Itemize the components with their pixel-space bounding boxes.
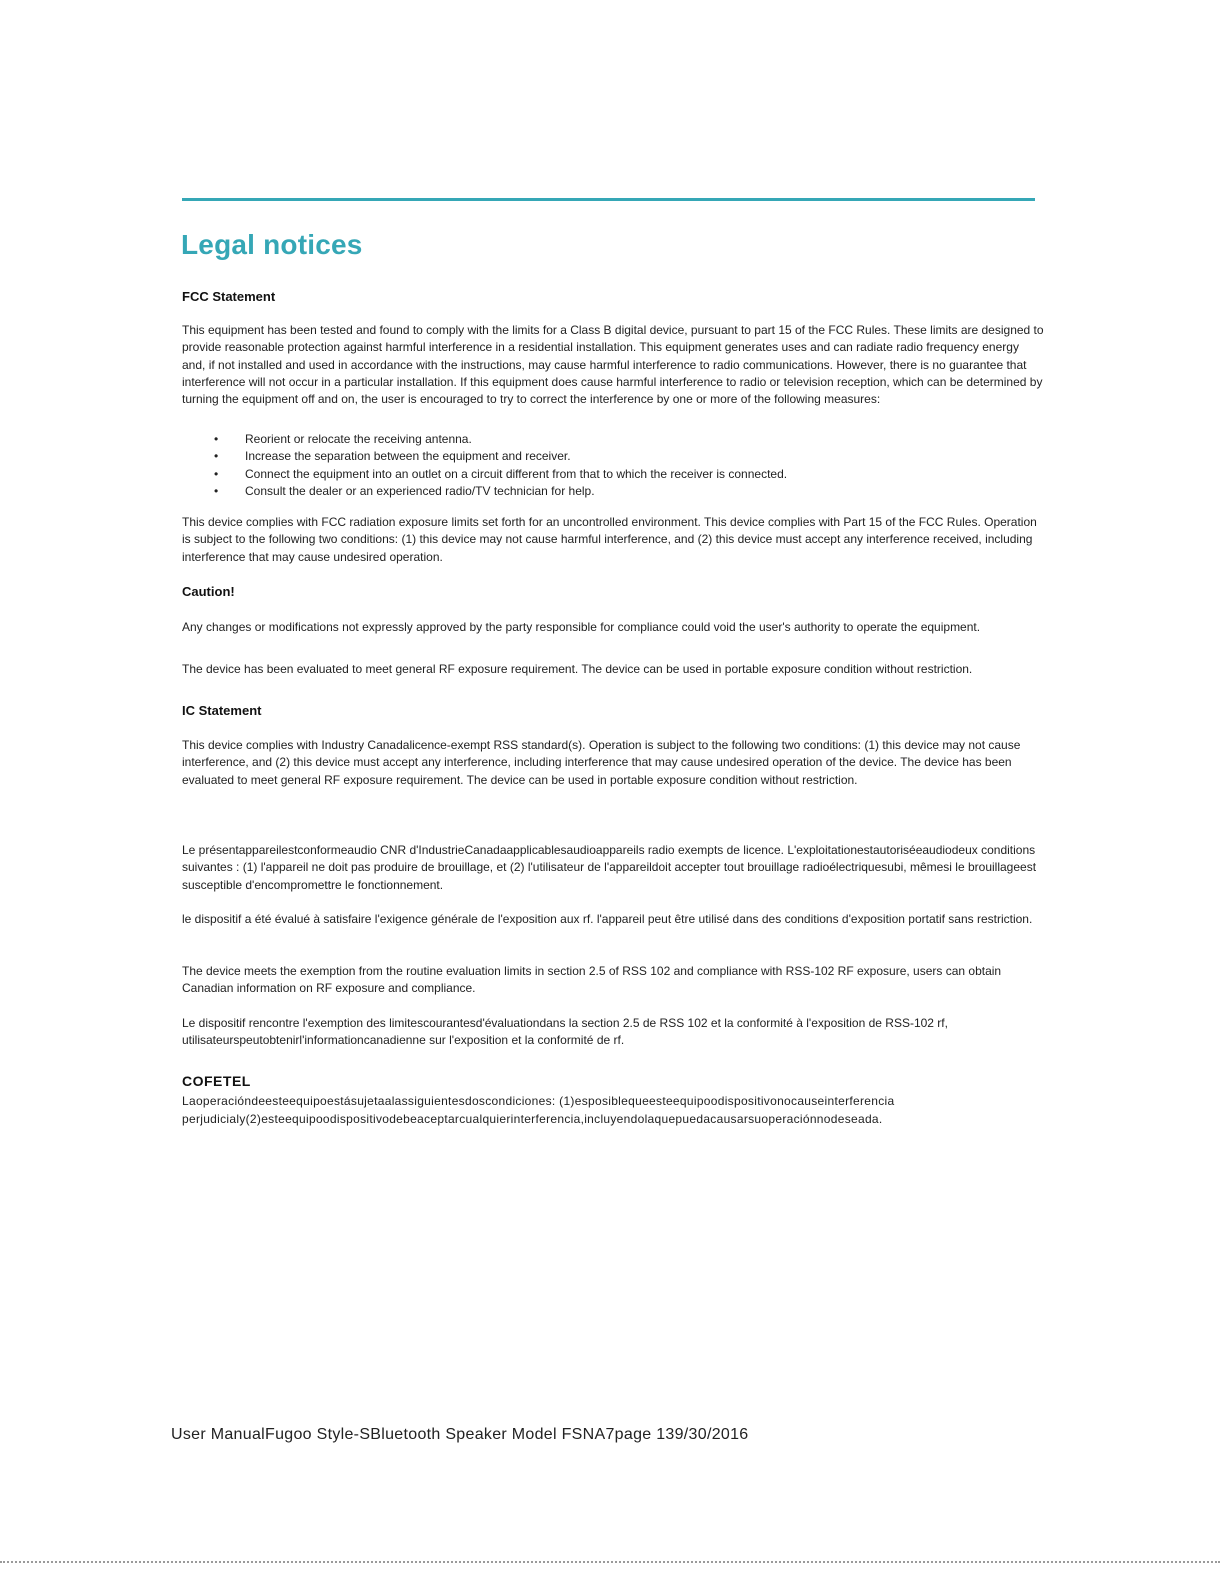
list-item: • Consult the dealer or an experienced radio/TV technician for help. <box>214 483 787 500</box>
fcc-compliance: This device complies with FCC radiation exposure limits set forth for an uncontrolled environment. This device complies with Part 15 of the FCC Rules. Operation is subject to the following two conditions: (1) this device may not cause harmful interference, and (2) this device must accept any interference received, including interference that may cause undesired operation. <box>182 515 1037 564</box>
cofetel-heading: COFETEL <box>182 1073 251 1089</box>
rf-exposure-text: The device has been evaluated to meet general RF exposure requirement. The device can be used in portable exposure condition without restriction. <box>182 662 973 676</box>
page-bottom-divider <box>0 1561 1220 1563</box>
page-title: Legal notices <box>181 229 363 260</box>
ic-exemption-text: The device meets the exemption from the routine evaluation limits in section 2.5 of RSS 102 and compliance with RSS-102 RF exposure, users can obtain Canadian information on RF exposure and compliance. <box>182 964 1002 996</box>
cofetel-text: Laoperacióndeesteequipoestásujetaalassiguientesdoscondiciones: (1)esposiblequeesteequipoodispositivonocauseinterferencia perjudicialy(2)esteequipoodispositivodebeaceptarcualquierinterferencia,incluyendolaquepuedacausarsuoperaciónnodeseada. <box>182 1094 895 1126</box>
caution-heading: Caution! <box>182 584 235 599</box>
ic-french-exemption-text: Le dispositif rencontre l'exemption des limitescourantesd'évaluationdans la section 2.5 de RSS 102 et la conformité à l'exposition de RSS-102 rf, utilisateurspeutobtenirl'informationcanadienne sur l'exposition et la conformité de rf. <box>182 1016 948 1048</box>
page-footer: User ManualFugoo Style-SBluetooth Speaker Model FSNA7page 139/30/2016 <box>171 1426 749 1443</box>
header-rule <box>182 198 1035 201</box>
ic-french-text: Le présentappareilestconformeaudio CNR d'IndustrieCanadaapplicablesaudioappareils radio exempts de licence. L'exploitationestautoriséeaudiodeux conditions suivantes : (1) l'appareil ne doit pas produire de brouillage, et (2) l'utilisateur de l'appareildoit accepter tout brouillage radioélectriquesubi, mêmesi le brouillageest susceptible d'encompromettre le fonctionnement. <box>182 843 1037 892</box>
fcc-intro: This equipment has been tested and found to comply with the limits for a Class B digital device, pursuant to part 15 of the FCC Rules. These limits are designed to provide reasonable protection against harmful interference in a residential installation. This equipment generates uses and can radiate radio frequency energy and, if not installed and used in accordance with the instructions, may cause harmful interference to radio communications. However, there is no guarantee that interference will not occur in a particular installation. If this equipment does cause harmful interference to radio or television reception, which can be determined by turning the equipment off and on, the user is encouraged to try to correct the interference by one or more of the following measures: <box>182 323 1044 407</box>
caution-text: Any changes or modifications not expressly approved by the party responsible for compliance could void the user's authority to operate the equipment. <box>182 620 981 634</box>
bullet-icon: • <box>214 484 219 499</box>
list-item: • Connect the equipment into an outlet on a circuit different from that to which the receiver is connected. <box>214 466 787 483</box>
bullet-icon: • <box>214 432 219 446</box>
ic-french-rf-text: le dispositif a été évalué à satisfaire l'exigence générale de l'exposition aux rf. l'appareil peut être utilisé dans des conditions d'exposition portatif sans restriction. <box>182 912 1033 926</box>
fcc-heading: FCC Statement <box>182 289 276 304</box>
fcc-measures-list <box>214 431 787 501</box>
ic-text: This device complies with Industry Canadalicence-exempt RSS standard(s). Operation is subject to the following two conditions: (1) this device may not cause interference, and (2) this device must accept any interference, including interference that may cause undesired operation of the device. The device has been evaluated to meet general RF exposure requirement. The device can be used in portable exposure condition without restriction. <box>182 738 1021 787</box>
list-item: • Increase the separation between the equipment and receiver. <box>214 448 787 465</box>
bullet-icon: • <box>214 466 219 481</box>
ic-heading: IC Statement <box>182 703 262 718</box>
bullet-icon: • <box>214 449 219 464</box>
list-item: • Reorient or relocate the receiving antenna. <box>214 431 787 448</box>
